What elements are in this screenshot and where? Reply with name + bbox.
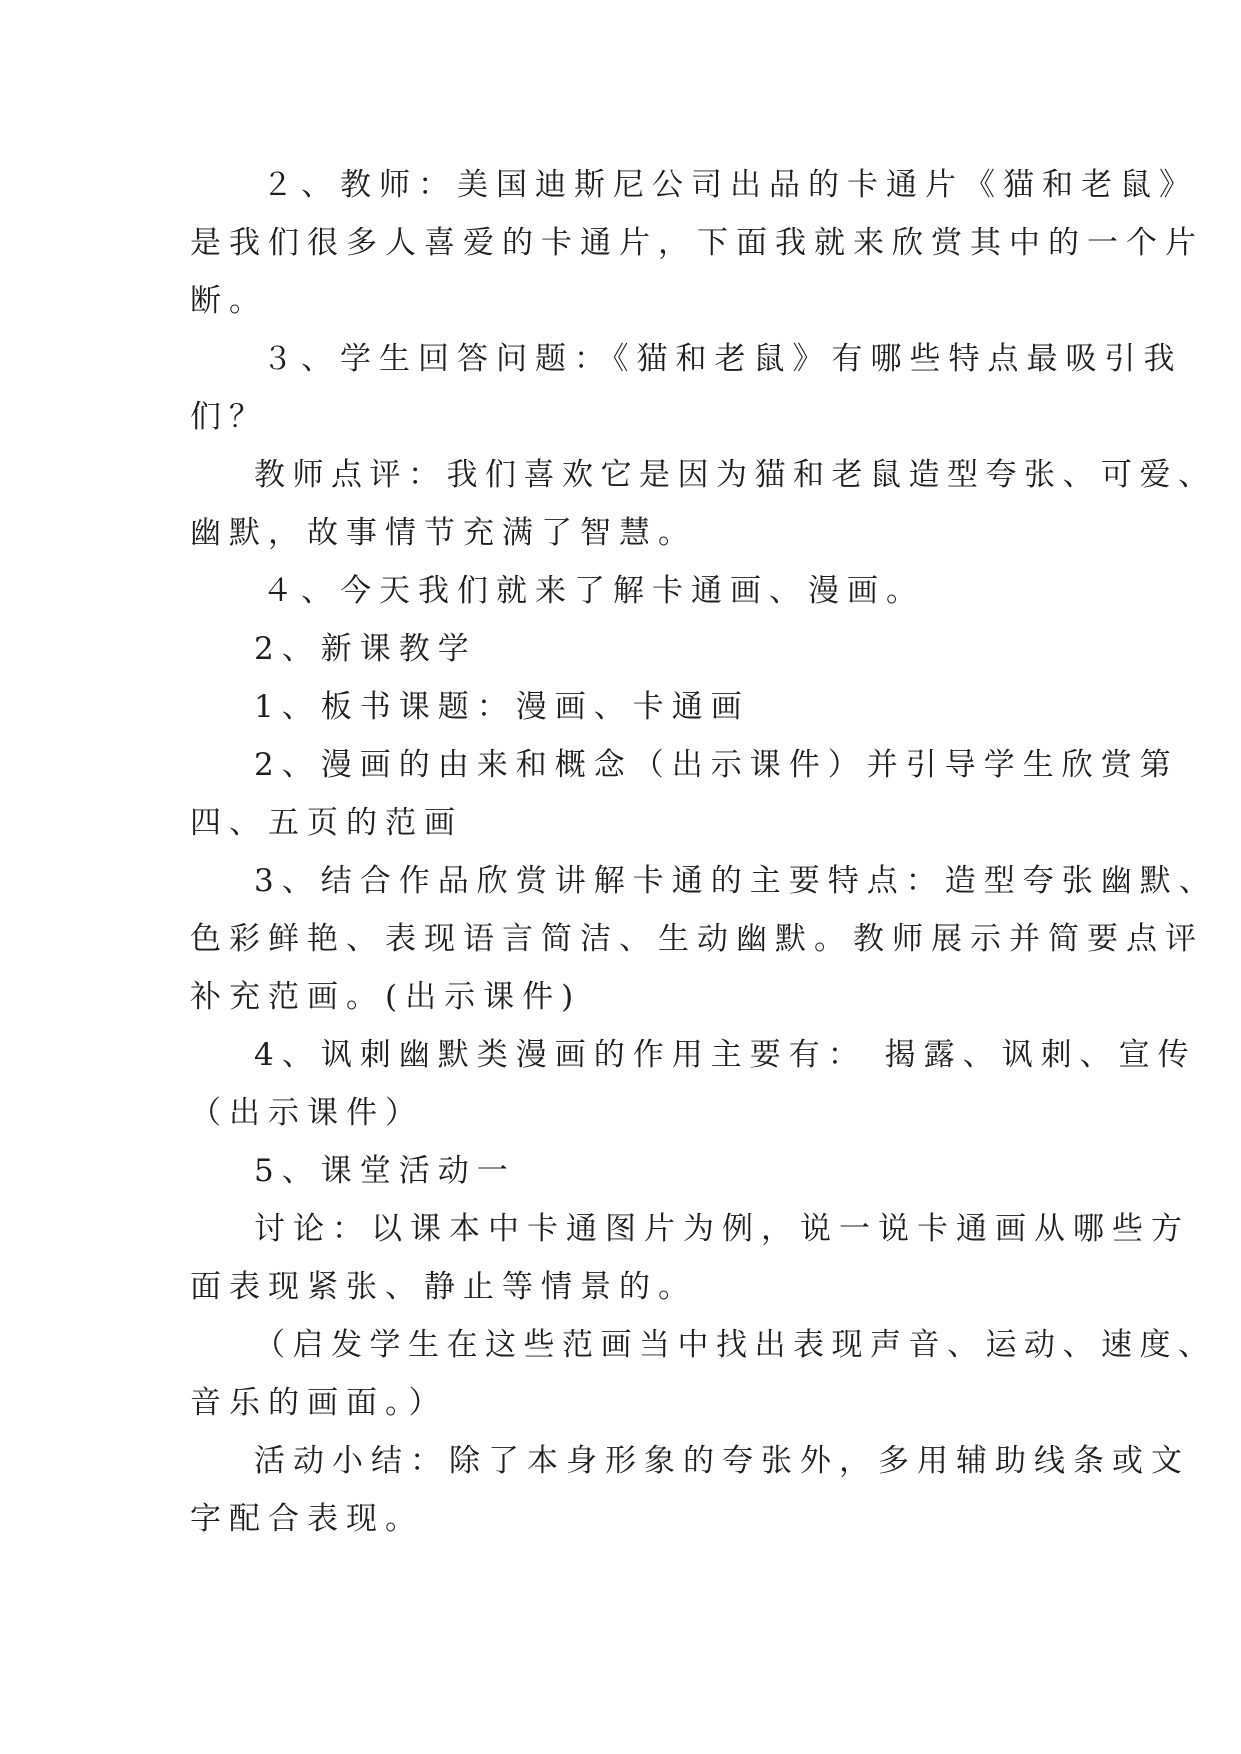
text-line-14: 色彩鲜艳、表现语言简洁、生动幽默。教师展示并简要点评 bbox=[190, 921, 1204, 957]
text-line-23: 活动小结：除了本身形象的夸张外，多用辅助线条或文 bbox=[254, 1443, 1190, 1479]
text-line-2: 是我们很多人喜爱的卡通片，下面我就来欣赏其中的一个片 bbox=[190, 225, 1204, 261]
text-line-6: 教师点评：我们喜欢它是因为猫和老鼠造型夸张、可爱、 bbox=[254, 457, 1217, 493]
text-line-22: 音乐的画面。） bbox=[190, 1385, 448, 1421]
text-line-16: 4、讽刺幽默类漫画的作用主要有： 揭露、讽刺、宣传 bbox=[254, 1037, 1197, 1073]
text-line-10: 1、板书课题：漫画、卡通画 bbox=[254, 689, 750, 725]
text-line-7: 幽默，故事情节充满了智慧。 bbox=[190, 515, 697, 551]
text-line-20: 面表现紧张、静止等情景的。 bbox=[190, 1269, 697, 1305]
text-line-4: ３、学生回答问题：《猫和老鼠》有哪些特点最吸引我 bbox=[262, 341, 1183, 377]
text-line-19: 讨论：以课本中卡通图片为例，说一说卡通画从哪些方 bbox=[254, 1211, 1190, 1247]
text-line-18: 5、课堂活动一 bbox=[254, 1153, 516, 1189]
text-line-11: 2、漫画的由来和概念（出示课件）并引导学生欣赏第 bbox=[254, 747, 1179, 783]
text-line-9: 2、新课教学 bbox=[254, 631, 477, 667]
text-line-17: （出示课件） bbox=[190, 1095, 424, 1131]
text-line-1: ２、教师：美国迪斯尼公司出品的卡通片《猫和老鼠》 bbox=[262, 167, 1198, 203]
text-line-3: 断。 bbox=[190, 283, 268, 319]
text-line-5: 们？ bbox=[190, 399, 268, 435]
text-line-13: 3、结合作品欣赏讲解卡通的主要特点：造型夸张幽默、 bbox=[254, 863, 1218, 899]
text-line-15: 补充范画。(出示课件) bbox=[190, 979, 582, 1015]
text-line-12: 四、五页的范画 bbox=[190, 805, 463, 841]
text-line-24: 字配合表现。 bbox=[190, 1501, 424, 1537]
text-line-8: ４、今天我们就来了解卡通画、漫画。 bbox=[262, 573, 925, 609]
text-line-21: （启发学生在这些范画当中找出表现声音、运动、速度、 bbox=[254, 1327, 1217, 1363]
